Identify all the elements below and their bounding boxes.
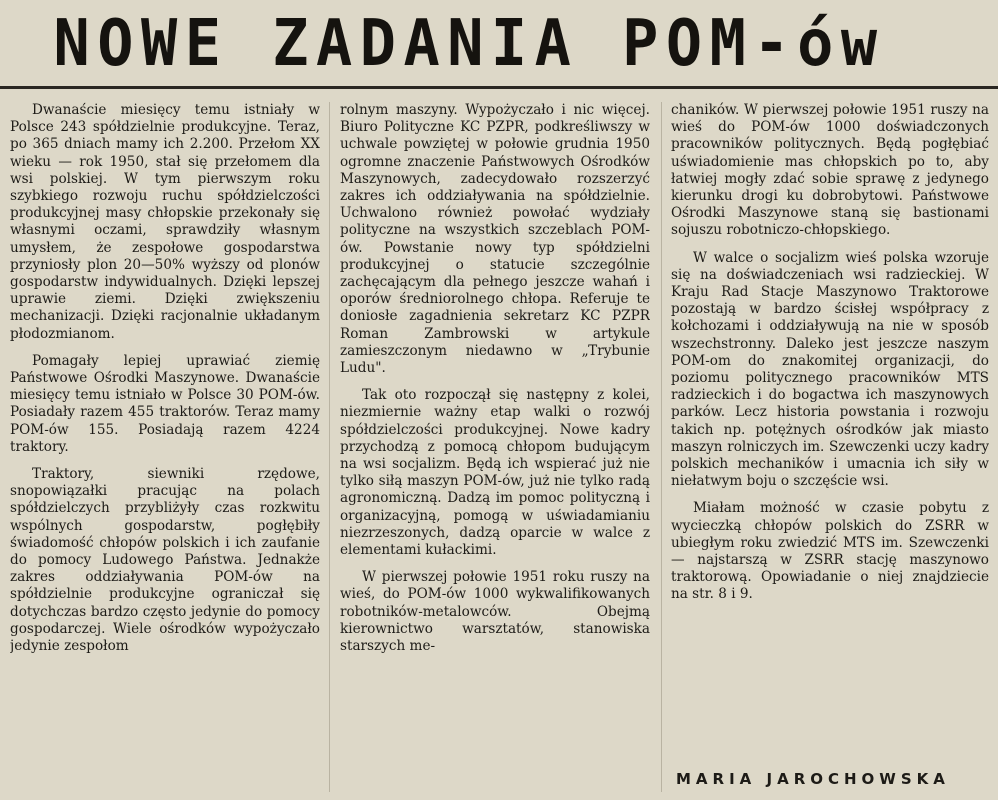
paragraph: Traktory, siewniki rzędowe, snopowiązałki pracując na polach spółdzielczych przybliżyły czas rozkwitu wspólnych gospodarstw, pogłębiły świadomość chłopów polskich i ich zaufanie do pomocy Ludowego Państwa. Jednakże zakres oddziaływania POM-ów na spółdzielnie produkcyjne ograniczał się dotychczas bardzo często jedynie do pomocy gospodarczej. Wiele ośrodków wypożyczało jedynie zespołom [10,466,320,655]
paragraph: Dwanaście miesięcy temu istniały w Polsce 243 spółdzielnie produkcyjne. Teraz, po 365 dniach mamy ich 2.200. Przełom XX wieku — rok 1950, stał się przełomem dla wsi polskiej. W tym pierwszym roku szybkiego rozwoju ruchu spółdzielczości produkcyjnej masy chłopskie przekonały się własnymi oczami, sprawdziły własnym umysłem, że zespołowe gospodarstwa przyniosły plon 20—50% wyższy od plonów gospodarstw indywidualnych. Dzięki lepszej uprawie ziemi. Dzięki zwiększeniu mechanizacji. Dzięki racjonalnie układanym płodozmianom. [10,102,320,342]
column-divider [329,102,330,792]
paragraph: chaników. W pierwszej połowie 1951 ruszy na wieś do POM-ów 1000 doświadczonych pracowników politycznych. Będą pogłębiać uświadomienie mas chłopskich po to, aby łatwiej mogły zdać sobie sprawę z jedynego kierunku drogi ku dobrobytowi. Państwowe Ośrodki Maszynowe staną się bastionami sojuszu robotniczo-chłopskiego. [671,102,989,239]
article-column-2 [340,102,650,800]
paragraph: Miałam możność w czasie pobytu z wycieczką chłopów polskich do ZSRR w ubiegłym roku zwiedzić MTS im. Szewczenki — najstarszą w ZSRR stację maszynowo traktorową. Opowiadanie o niej znajdziecie na str. 8 i 9. [671,500,989,603]
paragraph: Pomagały lepiej uprawiać ziemię Państwowe Ośrodki Maszynowe. Dwanaście miesięcy temu istniało w Polsce 30 POM-ów. Posiadały razem 455 traktorów. Teraz mamy POM-ów 155. Posiadają razem 4224 traktory. [10,352,320,455]
headline-rule [0,86,998,89]
author-byline: MARIA JAROCHOWSKA [676,770,950,788]
article-column-3 [671,102,989,800]
paragraph: Tak oto rozpoczął się następny z kolei, niezmiernie ważny etap walki o rozwój spółdzielczości produkcyjnej. Nowe kadry przychodzą z pomocą chłopom budującym na wsi socjalizm. Będą ich wspierać już nie tylko siłą maszyn POM-ów, już nie tylko radą agronomiczną. Dadzą im pomoc polityczną i organizacyjną, pomogą w uświadamianiu niezrzeszonych, dadzą oparcie w walce z elementami kułackimi. [340,387,650,559]
headline: NOWE ZADANIA POM-ów [53,7,885,81]
article-column-1 [10,102,320,800]
column-divider [661,102,662,792]
paragraph: W pierwszej połowie 1951 roku ruszy na wieś, do POM-ów 1000 wykwalifikowanych robotników-metalowców. Obejmą kierownictwo warsztatów, stanowiska starszych me- [340,569,650,655]
paragraph: rolnym maszyny. Wypożyczało i nic więcej. Biuro Polityczne KC PZPR, podkreśliwszy w uchwale powziętej w połowie grudnia 1950 ogromne znaczenie Państwowych Ośrodków Maszynowych, zadecydowało rozszerzyć zakres ich oddziaływania na spółdzielnie. Uchwalono również powołać wydziały polityczne na wszystkich szczeblach POM-ów. Powstanie nowy typ spółdzielni produkcyjnej o statucie szczególnie zachęcającym dla pełnego jeszcze wahań i oporów średniorolnego chłopa. Referuje te doniosłe zagadnienia sekretarz KC PZPR Roman Zambrowski w artykule zamieszczonym niedawno w „Trybunie Ludu". [340,102,650,377]
paragraph: W walce o socjalizm wieś polska wzoruje się na doświadczeniach wsi radzieckiej. W Kraju Rad Stacje Maszynowo Traktorowe pozostają w bardzo ścisłej współpracy z kołchozami i oddziaływują na nie w sposób wszechstronny. Daleko jest jeszcze naszym POM-om do znakomitej organizacji, do poziomu politycznego pracowników MTS radzieckich i do bogactwa ich maszynowych parków. Lecz historia powstania i rozwoju takich np. potężnych ośrodków jak miasto maszyn rolniczych im. Szewczenki uczy kadry polskich mechaników i umacnia ich siły w niełatwym boju o szczęście wsi. [671,249,989,490]
